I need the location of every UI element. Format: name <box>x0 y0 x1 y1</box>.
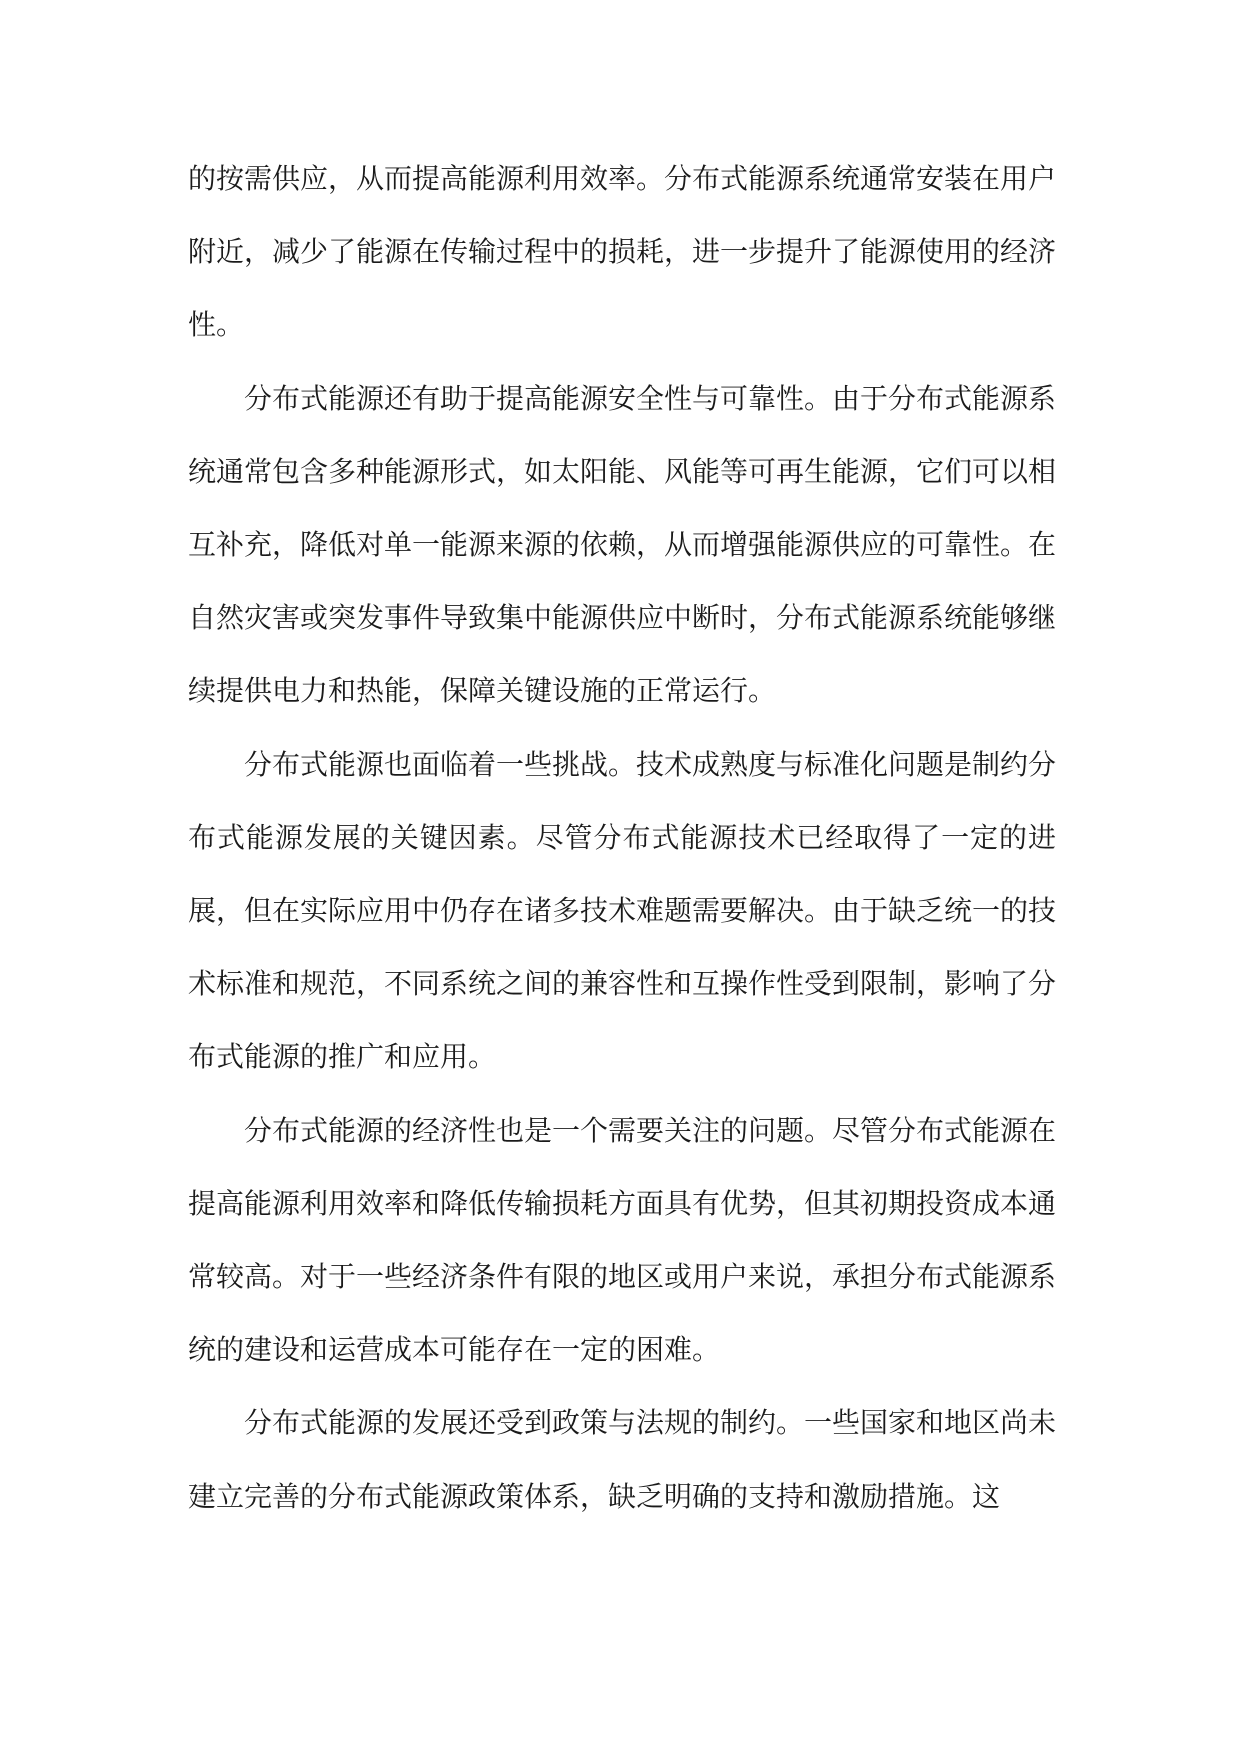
paragraph: 分布式能源还有助于提高能源安全性与可靠性。由于分布式能源系统通常包含多种能源形式，如太阳能、风能等可再生能源，它们可以相互补充，降低对单一能源来源的依赖，从而增强能源供应的可靠性。在自然灾害或突发事件导致集中能源供应中断时，分布式能源系统能够继续提供电力和热能，保障关键设施的正常运行。 <box>188 381 1057 708</box>
document-body <box>188 142 1056 1533</box>
paragraph: 分布式能源也面临着一些挑战。技术成熟度与标准化问题是制约分布式能源发展的关键因素。尽管分布式能源技术已经取得了一定的进展，但在实际应用中仍存在诸多技术难题需要解决。由于缺乏统一的技术标准和规范，不同系统之间的兼容性和互操作性受到限制，影响了分布式能源的推广和应用。 <box>188 747 1057 1074</box>
paragraph: 分布式能源的发展还受到政策与法规的制约。一些国家和地区尚未建立完善的分布式能源政策体系，缺乏明确的支持和激励措施。这 <box>188 1406 1057 1513</box>
paragraph-continued: 的按需供应，从而提高能源利用效率。分布式能源系统通常安装在用户附近，减少了能源在传输过程中的损耗，进一步提升了能源使用的经济性。 <box>188 162 1057 342</box>
paragraph: 分布式能源的经济性也是一个需要关注的问题。尽管分布式能源在提高能源利用效率和降低传输损耗方面具有优势，但其初期投资成本通常较高。对于一些经济条件有限的地区或用户来说，承担分布式能源系统的建设和运营成本可能存在一定的困难。 <box>188 1113 1057 1367</box>
